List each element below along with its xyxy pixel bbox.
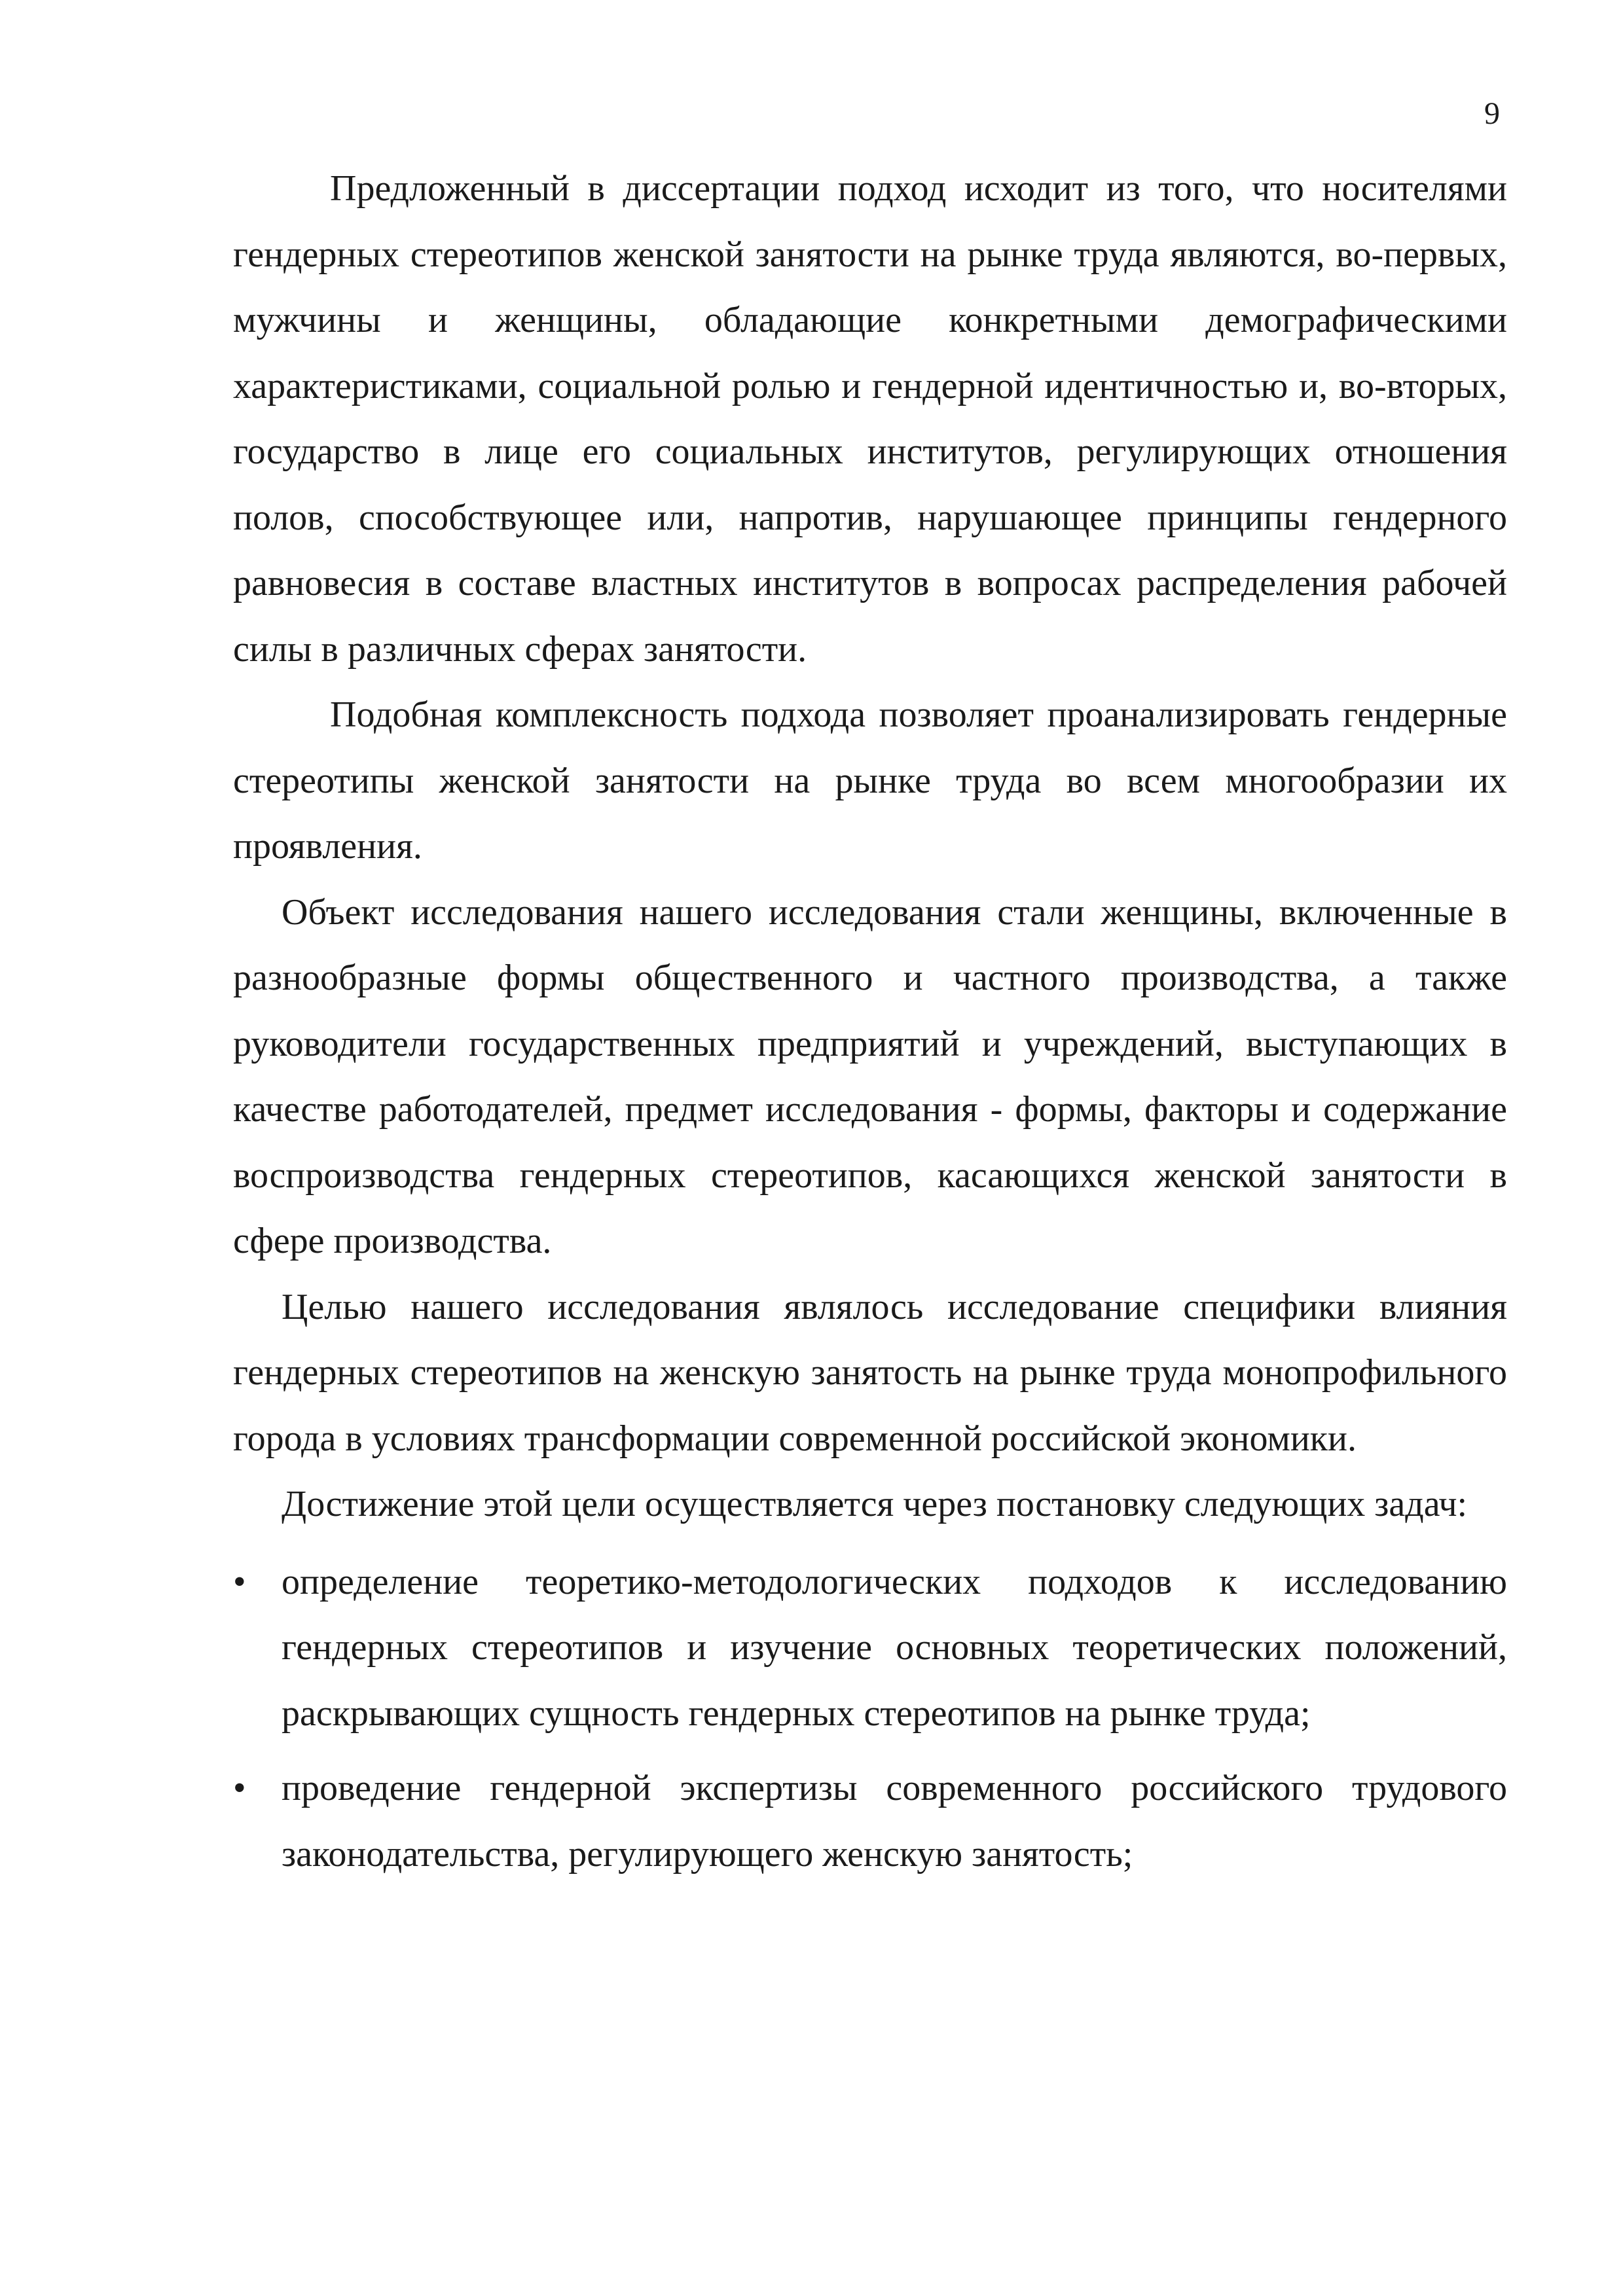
paragraph: Целью нашего исследования являлось исследование специфики влияния гендерных стереотипов на женскую занятость на рынке труда монопрофильного города в условиях трансформации современной российской экономики.: [233, 1286, 1507, 1459]
paragraph: Достижение этой цели осуществляется через постановку следующих задач:: [282, 1484, 1468, 1524]
bullet-icon: •: [233, 1561, 246, 1602]
list-item-text: определение теоретико-методологических подходов к исследованию гендерных стереотипов и изучение основных теоретических положений, раскрывающих сущность гендерных стереотипов на рынке труда;: [282, 1561, 1507, 1734]
list-item: [233, 1549, 1507, 1747]
list-item-text: проведение гендерной экспертизы современного российского трудового законодательства, регулирующего женскую занятость;: [282, 1768, 1507, 1874]
task-list: [233, 1549, 1507, 1888]
bullet-icon: •: [233, 1768, 246, 1808]
list-item: [233, 1755, 1507, 1887]
page-body: [233, 156, 1507, 1887]
paragraph: Объект исследования нашего исследования стали женщины, включенные в разнообразные формы общественного и частного производства, а также руководители государственных предприятий и учреждений, выступающих в качестве работодателей, предмет исследования - формы, факторы и содержание воспроизводства гендерных стереотипов, касающихся женской занятости в сфере производства.: [233, 891, 1507, 1261]
page-number: 9: [1484, 96, 1500, 131]
paragraph: Подобная комплексность подхода позволяет проанализировать гендерные стереотипы женской занятости на рынке труда во всем многообразии их проявления.: [233, 694, 1507, 867]
paragraph: Предложенный в диссертации подход исходит из того, что носителями гендерных стереотипов женской занятости на рынке труда являются, во-первых, мужчины и женщины, обладающие конкретными демографическими характеристиками, социальной ролью и гендерной идентичностью и, во-вторых, государство в лице его социальных институтов, регулирующих отношения полов, способствующее или, напротив, нарушающее принципы гендерного равновесия в составе властных институтов в вопросах распределения рабочей силы в различных сферах занятости.: [233, 168, 1507, 670]
